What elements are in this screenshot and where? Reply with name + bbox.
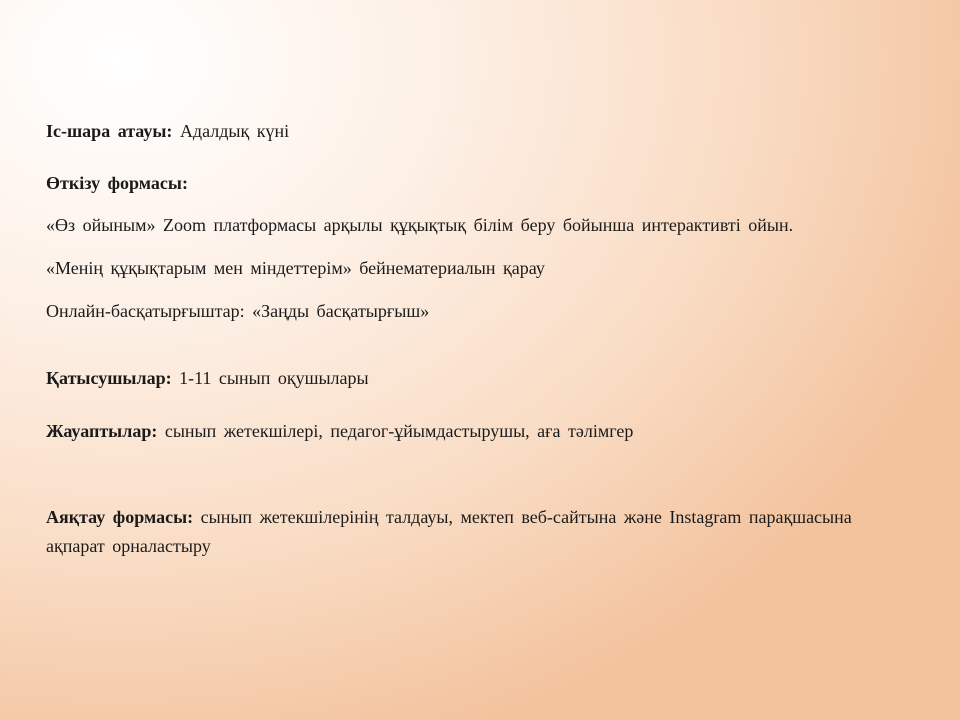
responsible-value: сынып жетекшілері, педагог-ұйымдастырушы, аға тәлімгер — [164, 421, 634, 441]
responsible-label: Жауаптылар: — [46, 421, 158, 441]
completion-value: сынып жетекшілерінің талдауы, мектеп веб-сайтына және Instagram парақшасына ақпарат орналастыру — [46, 507, 852, 556]
event-name-label: Іс-шара атауы: — [46, 121, 173, 141]
format-item-1: «Өз ойыным» Zoom платформасы арқылы құқықтық білім беру бойынша интерактивті ойын. — [46, 215, 794, 235]
responsible-row — [46, 419, 633, 443]
event-name-value: Адалдық күні — [179, 121, 290, 141]
event-name-row — [46, 119, 289, 143]
format-item-2: «Менің құқықтарым мен міндеттерім» бейнематериалын қарау — [46, 258, 545, 278]
participants-row — [46, 366, 369, 390]
completion-label: Аяқтау формасы: — [46, 507, 194, 527]
participants-label: Қатысушылар: — [46, 368, 172, 388]
format-item-3: Онлайн-басқатырғыштар: «Заңды басқатырғыш» — [46, 301, 430, 321]
format-label: Өткізу формасы: — [46, 173, 188, 193]
completion-row — [46, 503, 866, 561]
participants-value: 1-11 сынып оқушылары — [179, 368, 369, 388]
